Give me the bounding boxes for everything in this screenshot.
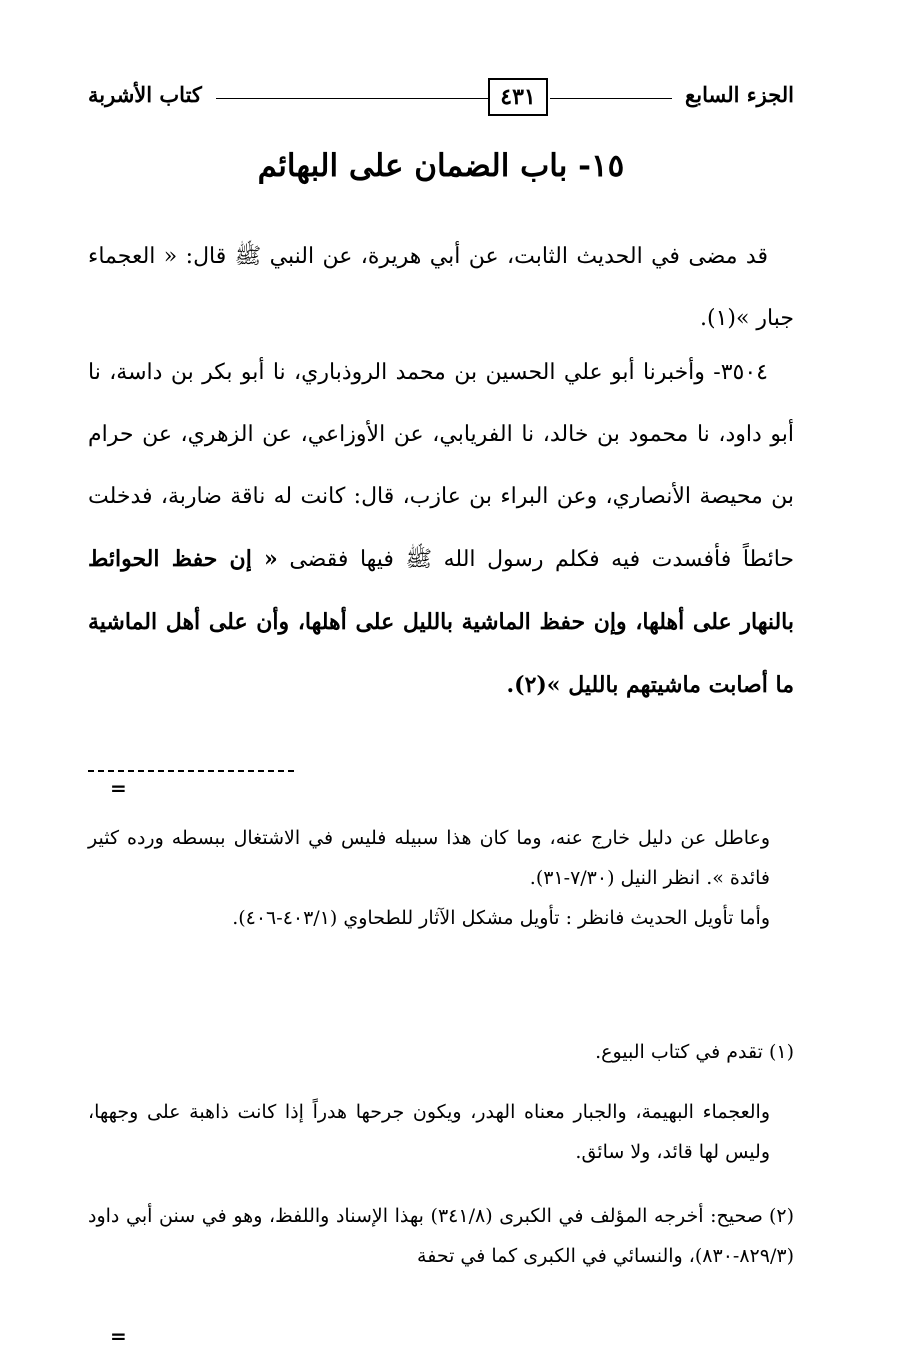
footnote-continued	[88, 818, 794, 938]
continuation-marker-bottom: =	[110, 1324, 127, 1348]
footnote-continued-text-2: وأما تأويل الحديث فانظر : تأويل مشكل الآثار للطحاوي (٤٠٣/١-٤٠٦).	[232, 907, 770, 929]
footnote-1-label: (١)	[768, 1041, 794, 1063]
page-number: ٤٣١	[488, 78, 548, 116]
intro-paragraph	[88, 226, 794, 350]
footnote-continued-text-1: وعاطل عن دليل خارج عنه، وما كان هذا سبيله فليس في الاشتغال ببسطه ورده كثير فائدة ». انظر النيل (٧/٣٠-٣١).	[88, 827, 770, 889]
header-rule-left	[216, 98, 488, 99]
chapter-title: ١٥- باب الضمان على البهائم	[257, 148, 625, 184]
footnote-1-extra: والعجماء البهيمة، والجبار معناه الهدر، ويكون جرحها هدراً إذا كانت ذاهبة على وجهها، وليس لها قائد، ولا سائق.	[88, 1101, 770, 1163]
footnote-2	[88, 1196, 794, 1276]
hadith-isnad: ٣٥٠٤- وأخبرنا أبو علي الحسين بن محمد الروذباري، نا أبو بكر بن داسة، نا أبو داود، نا محمود بن خالد، نا الفريابي، عن الأوزاعي، عن الزهري، عن حرام بن محيصة الأنصاري، وعن البراء بن عازب، قال: كانت له ناقة ضاربة، فدخلت حائطاً فأفسدت فيه فكلم رسول الله ﷺ فيها فقضى	[88, 360, 795, 572]
volume-label: الجزء السابع	[685, 82, 794, 107]
header-rule-right	[550, 98, 672, 99]
hadith-ruling: « إن حفظ الحوائط بالنهار على أهلها، وإن حفظ الماشية بالليل على أهلها، وأن على أهل الماشية ما أصابت ماشيتهم بالليل »(٢).	[88, 546, 794, 698]
hadith-paragraph	[88, 342, 794, 717]
intro-text: قد مضى في الحديث الثابت، عن أبي هريرة، عن النبي ﷺ قال: « العجماء جبار »(١).	[88, 244, 794, 331]
book-section-label: كتاب الأشربة	[88, 82, 202, 107]
continuation-marker-top: =	[110, 776, 127, 800]
footnote-2-label: (٢)	[768, 1205, 794, 1227]
footnote-1	[88, 1032, 794, 1172]
footnote-1-text: تقدم في كتاب البيوع.	[595, 1041, 763, 1063]
footnote-separator	[88, 770, 294, 772]
footnote-2-text: صحيح: أخرجه المؤلف في الكبرى (٣٤١/٨) بهذا الإسناد واللفظ، وهو في سنن أبي داود (٨٢٩/٣-٨٣٠)، والنسائي في الكبرى كما في تحفة	[88, 1205, 794, 1267]
running-header	[88, 78, 794, 122]
